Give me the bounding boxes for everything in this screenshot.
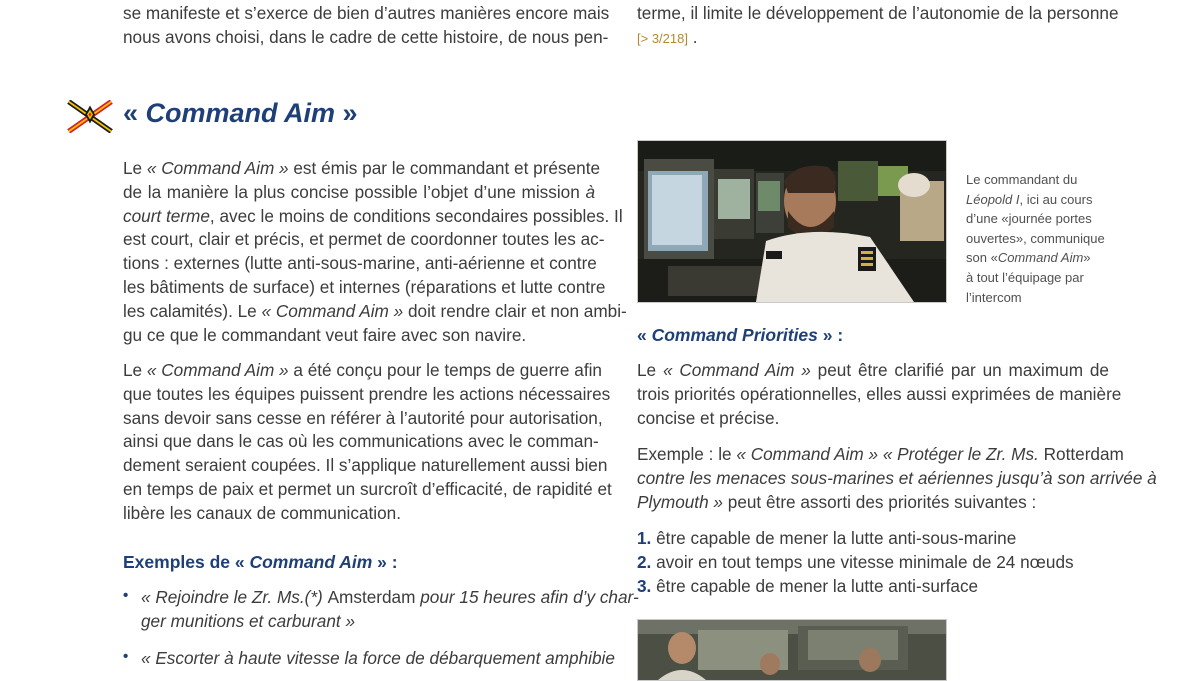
text-line: « Escorter à haute vitesse la force de débarquement amphibie <box>141 648 615 668</box>
text-line: nous avons choisi, dans le cadre de cette histoire, de nous pen- <box>123 26 609 47</box>
text-line: de la manière la plus concise possible l’objet d’une mission à <box>123 181 595 202</box>
heading-term: Command Aim <box>145 98 336 128</box>
top-left-paragraph <box>123 2 610 50</box>
operations-room-photo <box>637 619 947 681</box>
text-line: Plymouth » peut être assorti des priorités suivantes : <box>637 491 1037 512</box>
priority-item: 3. être capable de mener la lutte anti-surface <box>637 575 979 596</box>
text-line: contre les menaces sous-marines et aériennes jusqu’à son arrivée à <box>637 467 1157 488</box>
example-text <box>141 647 615 671</box>
text-line: que toutes les équipes puissent prendre les actions nécessaires <box>123 383 611 404</box>
example-paragraph <box>637 443 1157 514</box>
text-line: en temps de paix et permet un surcroît d’efficacité, de rapidité et <box>123 478 612 499</box>
text-line: tions : externes (lutte anti-sous-marine, anti-aérienne et contre <box>123 253 597 274</box>
text-line: ainsi que dans le cas où les communications avec le comman- <box>123 431 599 452</box>
caption-line: à tout l’équipage par <box>966 269 1084 285</box>
text-line: sans devoir sans cesse en référer à l’autorité pour autorisation, <box>123 407 603 428</box>
text-line: les bâtiments de surface) et internes (réparations et lutte contre <box>123 276 606 297</box>
text-line: Le « Command Aim » est émis par le commandant et présente <box>123 158 601 178</box>
text-line: est court, clair et précis, et permet de coordonner toutes les ac- <box>123 229 605 250</box>
bullet-icon: • <box>123 648 129 665</box>
text-line: dement seraient coupées. Il s’applique naturellement aussi bien <box>123 455 608 476</box>
text-line: « Rejoindre le Zr. Ms.(*) Amsterdam pour 15 heures afin d’y char- <box>141 587 639 607</box>
crossed-flags-icon <box>66 100 114 133</box>
text-line: ger munitions et carburant » <box>141 610 356 631</box>
text-line: gu ce que le commandant veut faire avec son navire. <box>123 324 527 345</box>
priority-item: 1. être capable de mener la lutte anti-sous-marine <box>637 528 1017 548</box>
top-right-paragraph <box>637 2 1119 51</box>
examples-heading: Exemples de « Command Aim » : <box>123 552 398 572</box>
text-line: Le « Command Aim » peut être clarifié par un maximum de <box>637 360 1109 380</box>
caption-line: son «Command Aim» <box>966 250 1091 266</box>
caption-line: ouvertes», communique <box>966 230 1105 246</box>
text-line: court terme, avec le moins de conditions secondaires possibles. Il <box>123 205 623 226</box>
heading-quote-open: « <box>123 98 146 128</box>
operations-room-illustration <box>638 620 946 680</box>
photo-caption <box>966 170 1116 307</box>
caption-line: l’intercom <box>966 289 1022 305</box>
text-line: trois priorités opérationnelles, elles aussi exprimées de manière <box>637 383 1122 404</box>
bullet-icon: • <box>123 587 129 604</box>
period: . <box>692 26 698 47</box>
example-text <box>141 586 639 634</box>
caption-line: d’une «journée portes <box>966 211 1092 227</box>
text-line: se manifeste et s’exerce de bien d’autres manières encore mais <box>123 3 610 23</box>
priorities-paragraph <box>637 359 1122 430</box>
priorities-list <box>637 527 1109 598</box>
text-line: concise et précise. <box>637 407 780 428</box>
text-line: Le « Command Aim » a été conçu pour le temps de guerre afin <box>123 360 602 380</box>
text-line: Exemple : le « Command Aim » « Protéger le Zr. Ms. Rotterdam <box>637 444 1124 464</box>
caption-line: Le commandant du <box>966 172 1078 187</box>
heading-quote-close: » <box>335 98 358 128</box>
example-list-item <box>123 647 615 671</box>
text-line: terme, il limite le développement de l’autonomie de la personne <box>637 3 1119 23</box>
section-icon <box>66 100 114 133</box>
text-line <box>637 26 1109 51</box>
commander-photo <box>637 140 947 303</box>
priority-item: 2. avoir en tout temps une vitesse minimale de 24 nœuds <box>637 551 1074 572</box>
text-line: libère les canaux de communication. <box>123 502 402 523</box>
paragraph-command-aim-purpose <box>123 359 612 526</box>
section-heading <box>123 98 358 129</box>
paragraph-command-aim-definition <box>123 157 627 347</box>
cross-reference: [> 3/218] <box>637 30 688 46</box>
priorities-heading: « Command Priorities » : <box>637 325 844 345</box>
text-line: les calamités). Le « Command Aim » doit rendre clair et non ambi- <box>123 300 627 321</box>
commander-illustration <box>638 141 946 302</box>
example-list-item <box>123 586 639 634</box>
caption-line: Léopold I, ici au cours <box>966 191 1093 207</box>
